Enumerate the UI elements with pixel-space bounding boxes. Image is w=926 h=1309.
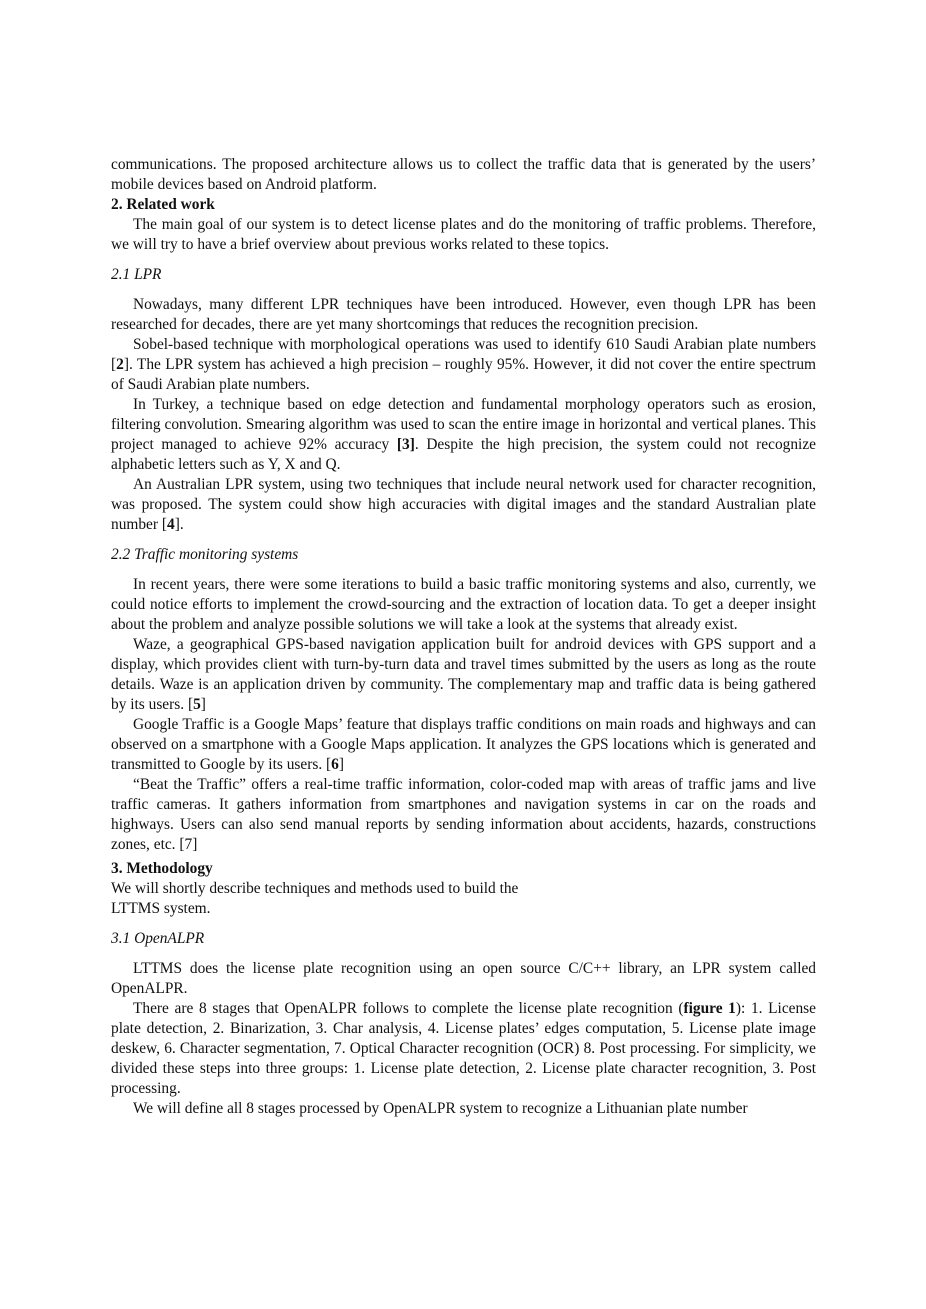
text-segment: There are 8 stages that OpenALPR follows to complete the license plate recognition ( — [133, 1000, 684, 1017]
text-segment: Sobel-based technique with morphological operations was used to identify 610 Saudi Arabian plate numbers [ — [111, 336, 816, 373]
subsection-heading-openalpr: 3.1 OpenALPR — [111, 930, 205, 947]
text-segment: In Turkey, a technique based on edge detection and fundamental morphology operators such as erosion, filtering convolution. Smearing algorithm was used to scan the entire image in horizontal and vertical planes. This project managed to achieve 92% accuracy — [111, 396, 816, 453]
citation-ref-5: 5 — [193, 696, 201, 713]
paragraph-australian-lpr — [111, 475, 816, 535]
paragraph-lpr-overview: Nowadays, many different LPR techniques have been introduced. However, even though LPR has been researched for decades, there are yet many shortcomings that reduces the recognition precision. — [111, 296, 816, 333]
text-segment: ]. The LPR system has achieved a high precision – roughly 95%. However, it did not cover the entire spectrum of Saudi Arabian plate numbers. — [111, 356, 816, 393]
text-segment: Google Traffic is a Google Maps’ feature that displays traffic conditions on main roads and highways and can observed on a smartphone with a Google Maps application. It analyzes the GPS locations which is generated and transmitted to Google by its users. [ — [111, 716, 816, 773]
paragraph-methodology-line2: LTTMS system. — [111, 900, 211, 917]
citation-ref-2: 2 — [116, 356, 124, 373]
paragraph-waze — [111, 635, 816, 715]
paragraph-turkey-technique — [111, 395, 816, 475]
section-heading-related-work: 2. Related work — [111, 196, 215, 213]
subsection-heading-lpr: 2.1 LPR — [111, 266, 162, 283]
text-segment: ] — [338, 756, 344, 773]
text-segment: ] — [200, 696, 206, 713]
citation-ref-3: [3] — [396, 436, 415, 453]
citation-ref-4: 4 — [167, 516, 175, 533]
text-segment: ]. — [174, 516, 184, 533]
paper-page-body — [111, 155, 816, 1119]
paragraph-openalpr-stages — [111, 999, 816, 1099]
paragraph-beat-the-traffic: “Beat the Traffic” offers a real-time traffic information, color-coded map with areas of traffic jams and live traffic cameras. It gathers information from smartphones and navigation systems in car on the roads and highways. Users can also send manual reports by sending information about accidents, hazards, constructions zones, etc. [7] — [111, 776, 816, 853]
text-segment: Waze, a geographical GPS-based navigation application built for android devices with GPS support and a display, which provides client with turn-by-turn data and travel times submitted by the users as long as the route details. Waze is an application driven by community. The complementary map and traffic data is being gathered by its users. [ — [111, 636, 816, 713]
text-segment: ): 1. License plate detection, 2. Binarization, 3. Char analysis, 4. License plates’ edges computation, 5. License plate image deskew, 6. Character segmentation, 7. Optical Character recognition (OCR) 8. Post processing. For simplicity, we divided these steps into three groups: 1. License plate detection, 2. License plate character recognition, 3. Post processing. — [111, 1000, 817, 1097]
text-segment: An Australian LPR system, using two techniques that include neural network used for character recognition, was proposed. The system could show high accuracies with digital images and the standard Australian plate number [ — [111, 476, 816, 533]
figure-ref-1: figure 1 — [683, 1000, 736, 1017]
paragraph-openalpr-library: LTTMS does the license plate recognition using an open source C/C++ library, an LPR system called OpenALPR. — [111, 960, 816, 997]
paragraph-google-traffic — [111, 715, 816, 775]
subsection-heading-traffic-monitoring: 2.2 Traffic monitoring systems — [111, 546, 299, 563]
paragraph-methodology-line1: We will shortly describe techniques and methods used to build the — [111, 880, 519, 897]
paragraph-intro-continuation: communications. The proposed architecture allows us to collect the traffic data that is generated by the users’ mobile devices based on Android platform. — [111, 156, 816, 193]
paragraph-sobel-technique — [111, 335, 816, 395]
paragraph-traffic-monitoring-overview: In recent years, there were some iterations to build a basic traffic monitoring systems and also, currently, we could notice efforts to implement the crowd-sourcing and the extraction of location data. To get a deeper insight about the problem and analyze possible solutions we will take a look at the systems that already exist. — [111, 576, 816, 633]
citation-ref-6: 6 — [331, 756, 339, 773]
paragraph-related-work: The main goal of our system is to detect license plates and do the monitoring of traffic problems. Therefore, we will try to have a brief overview about previous works related to these topics. — [111, 216, 816, 253]
section-heading-methodology: 3. Methodology — [111, 860, 213, 877]
text-segment: . Despite the high precision, the system could not recognize alphabetic letters such as Y, X and Q. — [111, 436, 816, 473]
paragraph-define-stages: We will define all 8 stages processed by OpenALPR system to recognize a Lithuanian plate number — [133, 1100, 748, 1117]
